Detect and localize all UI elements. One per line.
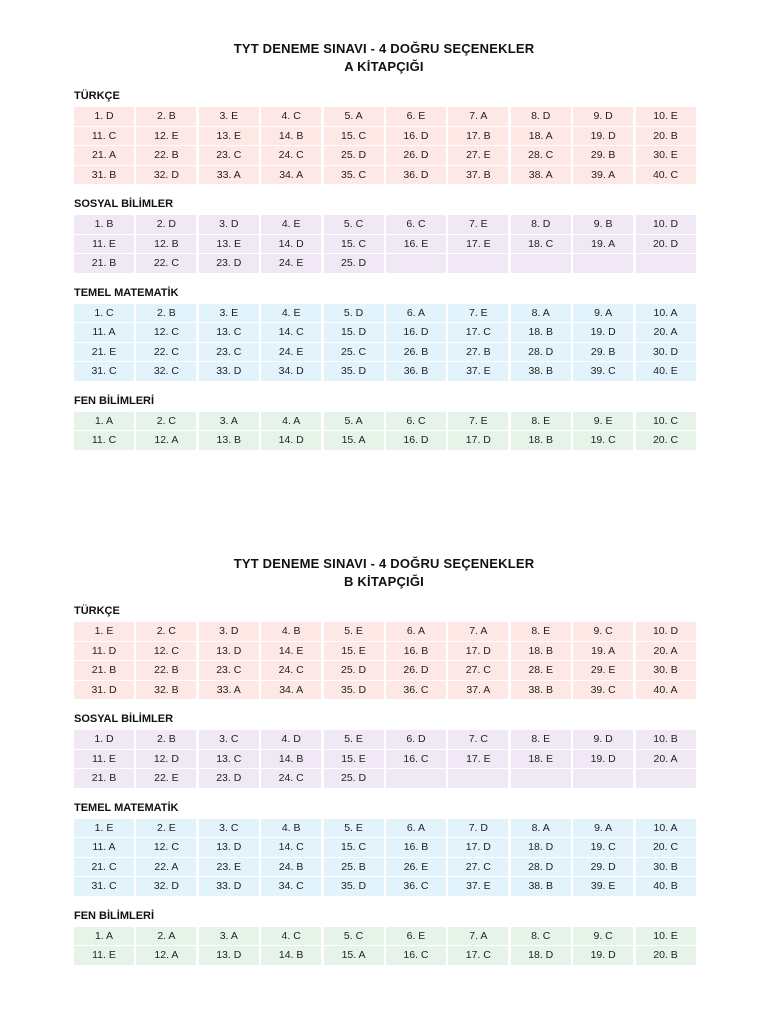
answer-cell: 13. E: [199, 127, 259, 146]
answer-cell: 11. E: [74, 750, 134, 769]
section-title: FEN BİLİMLERİ: [74, 394, 155, 407]
answer-cell: 40. E: [636, 362, 696, 381]
answer-cell: 22. C: [136, 254, 196, 273]
empty-cell: [636, 769, 696, 788]
answer-cell: 3. A: [199, 412, 259, 431]
answer-cell: 8. A: [511, 819, 571, 838]
answer-cell: 39. E: [573, 877, 633, 896]
section-temel-matematik: [74, 801, 696, 896]
empty-cell: [573, 254, 633, 273]
answer-cell: 14. C: [261, 838, 321, 857]
answer-cell: 12. D: [136, 750, 196, 769]
answer-cell: 23. C: [199, 146, 259, 165]
answer-cell: 19. C: [573, 838, 633, 857]
answer-cell: 5. E: [324, 819, 384, 838]
answer-cell: 32. D: [136, 166, 196, 185]
answer-cell: 40. C: [636, 166, 696, 185]
answer-cell: 9. C: [573, 622, 633, 641]
answer-cell: 14. B: [261, 127, 321, 146]
answer-cell: 39. C: [573, 362, 633, 381]
answer-cell: 26. D: [386, 146, 446, 165]
answer-cell: 27. C: [448, 661, 508, 680]
answer-cell: 18. C: [511, 235, 571, 254]
answer-grid: [74, 819, 696, 896]
answer-cell: 7. A: [448, 107, 508, 126]
answer-cell: 17. D: [448, 838, 508, 857]
answer-cell: 25. D: [324, 254, 384, 273]
answer-cell: 32. B: [136, 681, 196, 700]
answer-cell: 19. A: [573, 235, 633, 254]
answer-cell: 15. A: [324, 431, 384, 450]
answer-cell: 37. A: [448, 681, 508, 700]
answer-cell: 4. B: [261, 622, 321, 641]
answer-cell: 1. C: [74, 304, 134, 323]
answer-cell: 4. B: [261, 819, 321, 838]
answer-grid: [74, 107, 696, 184]
answer-cell: 38. B: [511, 681, 571, 700]
empty-cell: [573, 769, 633, 788]
answer-cell: 23. C: [199, 661, 259, 680]
answer-cell: 24. E: [261, 343, 321, 362]
answer-cell: 21. C: [74, 858, 134, 877]
answer-cell: 12. C: [136, 642, 196, 661]
answer-cell: 28. D: [511, 858, 571, 877]
answer-cell: 23. C: [199, 343, 259, 362]
booklet-title: [0, 555, 768, 591]
answer-cell: 25. B: [324, 858, 384, 877]
section-turkce: [74, 604, 696, 699]
title-line-1: TYT DENEME SINAVI - 4 DOĞRU SEÇENEKLER: [233, 41, 535, 56]
answer-cell: 20. A: [636, 323, 696, 342]
answer-cell: 1. D: [74, 107, 134, 126]
answer-cell: 21. A: [74, 146, 134, 165]
answer-cell: 3. E: [199, 304, 259, 323]
answer-cell: 16. D: [386, 431, 446, 450]
answer-cell: 40. A: [636, 681, 696, 700]
answer-cell: 2. C: [136, 622, 196, 641]
answer-cell: 3. D: [199, 622, 259, 641]
answer-cell: 7. A: [448, 927, 508, 946]
answer-cell: 10. D: [636, 622, 696, 641]
answer-cell: 7. E: [448, 304, 508, 323]
answer-cell: 6. E: [386, 107, 446, 126]
answer-cell: 19. C: [573, 431, 633, 450]
answer-cell: 32. C: [136, 362, 196, 381]
empty-cell: [448, 254, 508, 273]
answer-cell: 14. B: [261, 750, 321, 769]
answer-cell: 10. E: [636, 927, 696, 946]
answer-grid: [74, 412, 696, 450]
answer-cell: 20. A: [636, 642, 696, 661]
answer-cell: 4. C: [261, 927, 321, 946]
answer-cell: 25. D: [324, 661, 384, 680]
answer-cell: 25. C: [324, 343, 384, 362]
answer-cell: 14. B: [261, 946, 321, 965]
answer-cell: 17. E: [448, 750, 508, 769]
answer-cell: 31. B: [74, 166, 134, 185]
answer-cell: 17. E: [448, 235, 508, 254]
answer-cell: 21. E: [74, 343, 134, 362]
answer-cell: 30. D: [636, 343, 696, 362]
answer-cell: 23. E: [199, 858, 259, 877]
answer-cell: 20. B: [636, 127, 696, 146]
answer-cell: 24. C: [261, 769, 321, 788]
answer-cell: 17. D: [448, 642, 508, 661]
answer-cell: 21. B: [74, 661, 134, 680]
answer-cell: 13. E: [199, 235, 259, 254]
answer-cell: 6. A: [386, 304, 446, 323]
answer-cell: 11. A: [74, 323, 134, 342]
answer-cell: 9. E: [573, 412, 633, 431]
answer-cell: 2. E: [136, 819, 196, 838]
answer-cell: 15. C: [324, 127, 384, 146]
answer-cell: 26. B: [386, 343, 446, 362]
answer-cell: 7. A: [448, 622, 508, 641]
answer-cell: 15. C: [324, 235, 384, 254]
answer-cell: 38. B: [511, 362, 571, 381]
answer-cell: 2. A: [136, 927, 196, 946]
answer-cell: 7. E: [448, 215, 508, 234]
answer-cell: 36. C: [386, 877, 446, 896]
answer-cell: 11. E: [74, 235, 134, 254]
answer-cell: 12. A: [136, 431, 196, 450]
answer-cell: 29. B: [573, 146, 633, 165]
booklet-a: [0, 0, 768, 450]
answer-cell: 19. D: [573, 323, 633, 342]
answer-cell: 23. D: [199, 254, 259, 273]
section-sosyal-bilimler: [74, 197, 696, 273]
answer-cell: 5. D: [324, 304, 384, 323]
answer-cell: 34. A: [261, 166, 321, 185]
answer-cell: 40. B: [636, 877, 696, 896]
answer-cell: 12. E: [136, 127, 196, 146]
answer-cell: 4. E: [261, 304, 321, 323]
answer-cell: 3. A: [199, 927, 259, 946]
answer-cell: 37. E: [448, 877, 508, 896]
answer-cell: 22. E: [136, 769, 196, 788]
answer-cell: 22. A: [136, 858, 196, 877]
answer-cell: 20. C: [636, 431, 696, 450]
answer-cell: 17. D: [448, 431, 508, 450]
answer-cell: 9. A: [573, 819, 633, 838]
answer-cell: 36. C: [386, 681, 446, 700]
answer-cell: 18. D: [511, 946, 571, 965]
answer-cell: 35. D: [324, 877, 384, 896]
answer-cell: 2. B: [136, 304, 196, 323]
answer-cell: 19. A: [573, 642, 633, 661]
answer-cell: 8. C: [511, 927, 571, 946]
answer-cell: 17. C: [448, 323, 508, 342]
answer-cell: 8. E: [511, 730, 571, 749]
answer-cell: 33. A: [199, 166, 259, 185]
answer-cell: 39. A: [573, 166, 633, 185]
answer-cell: 11. D: [74, 642, 134, 661]
answer-cell: 38. B: [511, 877, 571, 896]
answer-cell: 10. E: [636, 107, 696, 126]
answer-cell: 26. D: [386, 661, 446, 680]
answer-cell: 34. D: [261, 362, 321, 381]
answer-cell: 30. B: [636, 661, 696, 680]
answer-cell: 10. B: [636, 730, 696, 749]
answer-cell: 25. D: [324, 146, 384, 165]
answer-cell: 6. A: [386, 819, 446, 838]
answer-cell: 9. A: [573, 304, 633, 323]
answer-cell: 10. A: [636, 304, 696, 323]
answer-cell: 5. C: [324, 215, 384, 234]
answer-cell: 28. D: [511, 343, 571, 362]
answer-cell: 20. C: [636, 838, 696, 857]
answer-cell: 16. D: [386, 127, 446, 146]
answer-cell: 6. E: [386, 927, 446, 946]
answer-cell: 21. B: [74, 769, 134, 788]
answer-cell: 2. B: [136, 730, 196, 749]
answer-cell: 21. B: [74, 254, 134, 273]
empty-cell: [511, 769, 571, 788]
answer-cell: 1. E: [74, 622, 134, 641]
answer-cell: 18. D: [511, 838, 571, 857]
answer-cell: 8. D: [511, 215, 571, 234]
answer-cell: 8. D: [511, 107, 571, 126]
booklet-b: [0, 515, 768, 965]
empty-cell: [511, 254, 571, 273]
answer-cell: 11. C: [74, 127, 134, 146]
section-fen-bilimleri: [74, 909, 696, 965]
section-temel-matematik: [74, 286, 696, 381]
answer-cell: 6. C: [386, 412, 446, 431]
answer-cell: 36. D: [386, 166, 446, 185]
answer-cell: 19. D: [573, 750, 633, 769]
answer-grid: [74, 622, 696, 699]
answer-cell: 19. D: [573, 127, 633, 146]
answer-cell: 25. D: [324, 769, 384, 788]
section-fen-bilimleri: [74, 394, 696, 450]
answer-cell: 30. E: [636, 146, 696, 165]
answer-cell: 33. D: [199, 877, 259, 896]
answer-cell: 18. B: [511, 323, 571, 342]
answer-cell: 33. D: [199, 362, 259, 381]
section-title: TEMEL MATEMATİK: [74, 286, 179, 299]
answer-grid: [74, 730, 696, 788]
title-line-2: B KİTAPÇIĞI: [344, 574, 424, 589]
answer-cell: 10. A: [636, 819, 696, 838]
answer-cell: 14. D: [261, 235, 321, 254]
answer-cell: 29. B: [573, 343, 633, 362]
answer-cell: 18. B: [511, 642, 571, 661]
answer-cell: 23. D: [199, 769, 259, 788]
answer-cell: 1. A: [74, 412, 134, 431]
answer-cell: 8. E: [511, 622, 571, 641]
answer-cell: 14. D: [261, 431, 321, 450]
answer-cell: 11. E: [74, 946, 134, 965]
answer-grid: [74, 215, 696, 273]
section-title: SOSYAL BİLİMLER: [74, 713, 174, 725]
answer-cell: 13. C: [199, 750, 259, 769]
answer-cell: 37. B: [448, 166, 508, 185]
answer-cell: 2. D: [136, 215, 196, 234]
answer-cell: 15. E: [324, 750, 384, 769]
answer-cell: 4. C: [261, 107, 321, 126]
answer-cell: 22. B: [136, 661, 196, 680]
answer-cell: 19. D: [573, 946, 633, 965]
answer-cell: 18. E: [511, 750, 571, 769]
booklet-title: [0, 40, 768, 76]
answer-cell: 29. D: [573, 858, 633, 877]
section-title: TEMEL MATEMATİK: [74, 801, 179, 814]
answer-cell: 27. E: [448, 146, 508, 165]
answer-cell: 6. D: [386, 730, 446, 749]
answer-cell: 13. C: [199, 323, 259, 342]
answer-cell: 4. A: [261, 412, 321, 431]
answer-cell: 5. C: [324, 927, 384, 946]
answer-cell: 7. C: [448, 730, 508, 749]
answer-cell: 13. D: [199, 946, 259, 965]
answer-cell: 13. D: [199, 838, 259, 857]
section-sosyal-bilimler: [74, 712, 696, 788]
answer-cell: 31. C: [74, 362, 134, 381]
answer-cell: 15. C: [324, 838, 384, 857]
answer-cell: 9. B: [573, 215, 633, 234]
answer-cell: 38. A: [511, 166, 571, 185]
answer-cell: 10. C: [636, 412, 696, 431]
answer-cell: 33. A: [199, 681, 259, 700]
section-title: TÜRKÇE: [74, 605, 120, 617]
answer-cell: 22. C: [136, 343, 196, 362]
answer-cell: 35. D: [324, 681, 384, 700]
answer-cell: 1. B: [74, 215, 134, 234]
answer-cell: 31. D: [74, 681, 134, 700]
answer-cell: 5. A: [324, 412, 384, 431]
answer-cell: 14. C: [261, 323, 321, 342]
answer-cell: 16. C: [386, 946, 446, 965]
empty-cell: [636, 254, 696, 273]
answer-cell: 4. E: [261, 215, 321, 234]
answer-cell: 13. B: [199, 431, 259, 450]
answer-cell: 18. A: [511, 127, 571, 146]
answer-cell: 28. E: [511, 661, 571, 680]
answer-cell: 7. D: [448, 819, 508, 838]
answer-cell: 24. E: [261, 254, 321, 273]
answer-cell: 18. B: [511, 431, 571, 450]
answer-cell: 30. B: [636, 858, 696, 877]
empty-cell: [386, 769, 446, 788]
answer-cell: 3. C: [199, 730, 259, 749]
answer-cell: 17. B: [448, 127, 508, 146]
title-line-1: TYT DENEME SINAVI - 4 DOĞRU SEÇENEKLER: [233, 556, 535, 571]
answer-cell: 35. C: [324, 166, 384, 185]
answer-cell: 34. C: [261, 877, 321, 896]
answer-cell: 12. A: [136, 946, 196, 965]
answer-cell: 3. C: [199, 819, 259, 838]
answer-cell: 34. A: [261, 681, 321, 700]
answer-cell: 1. E: [74, 819, 134, 838]
answer-cell: 14. E: [261, 642, 321, 661]
answer-cell: 20. D: [636, 235, 696, 254]
answer-cell: 16. B: [386, 642, 446, 661]
answer-cell: 16. D: [386, 323, 446, 342]
answer-cell: 10. D: [636, 215, 696, 234]
answer-cell: 12. C: [136, 323, 196, 342]
answer-cell: 5. E: [324, 622, 384, 641]
answer-cell: 5. A: [324, 107, 384, 126]
answer-cell: 37. E: [448, 362, 508, 381]
answer-cell: 6. A: [386, 622, 446, 641]
answer-cell: 1. A: [74, 927, 134, 946]
answer-cell: 16. B: [386, 838, 446, 857]
answer-cell: 35. D: [324, 362, 384, 381]
answer-cell: 15. D: [324, 323, 384, 342]
title-line-2: A KİTAPÇIĞI: [344, 59, 424, 74]
answer-cell: 12. C: [136, 838, 196, 857]
answer-cell: 1. D: [74, 730, 134, 749]
answer-cell: 8. E: [511, 412, 571, 431]
answer-cell: 6. C: [386, 215, 446, 234]
answer-cell: 20. A: [636, 750, 696, 769]
answer-cell: 12. B: [136, 235, 196, 254]
answer-cell: 8. A: [511, 304, 571, 323]
answer-cell: 13. D: [199, 642, 259, 661]
section-title: FEN BİLİMLERİ: [74, 909, 155, 922]
answer-cell: 22. B: [136, 146, 196, 165]
answer-cell: 11. A: [74, 838, 134, 857]
answer-cell: 5. E: [324, 730, 384, 749]
answer-cell: 15. A: [324, 946, 384, 965]
answer-cell: 2. B: [136, 107, 196, 126]
answer-cell: 27. B: [448, 343, 508, 362]
answer-cell: 3. D: [199, 215, 259, 234]
answer-cell: 29. E: [573, 661, 633, 680]
answer-cell: 24. C: [261, 661, 321, 680]
answer-grid: [74, 927, 696, 965]
answer-cell: 27. C: [448, 858, 508, 877]
answer-cell: 16. C: [386, 750, 446, 769]
answer-cell: 7. E: [448, 412, 508, 431]
answer-cell: 17. C: [448, 946, 508, 965]
answer-cell: 32. D: [136, 877, 196, 896]
answer-cell: 9. D: [573, 107, 633, 126]
section-title: SOSYAL BİLİMLER: [74, 198, 174, 210]
answer-cell: 4. D: [261, 730, 321, 749]
answer-cell: 9. C: [573, 927, 633, 946]
answer-cell: 28. C: [511, 146, 571, 165]
empty-cell: [386, 254, 446, 273]
answer-cell: 36. B: [386, 362, 446, 381]
answer-cell: 16. E: [386, 235, 446, 254]
section-title: TÜRKÇE: [74, 90, 120, 102]
answer-cell: 39. C: [573, 681, 633, 700]
answer-cell: 3. E: [199, 107, 259, 126]
answer-cell: 24. C: [261, 146, 321, 165]
answer-grid: [74, 304, 696, 381]
answer-cell: 2. C: [136, 412, 196, 431]
answer-cell: 26. E: [386, 858, 446, 877]
empty-cell: [448, 769, 508, 788]
answer-cell: 31. C: [74, 877, 134, 896]
section-turkce: [74, 89, 696, 184]
answer-cell: 20. B: [636, 946, 696, 965]
answer-cell: 11. C: [74, 431, 134, 450]
answer-cell: 15. E: [324, 642, 384, 661]
answer-cell: 24. B: [261, 858, 321, 877]
answer-cell: 9. D: [573, 730, 633, 749]
